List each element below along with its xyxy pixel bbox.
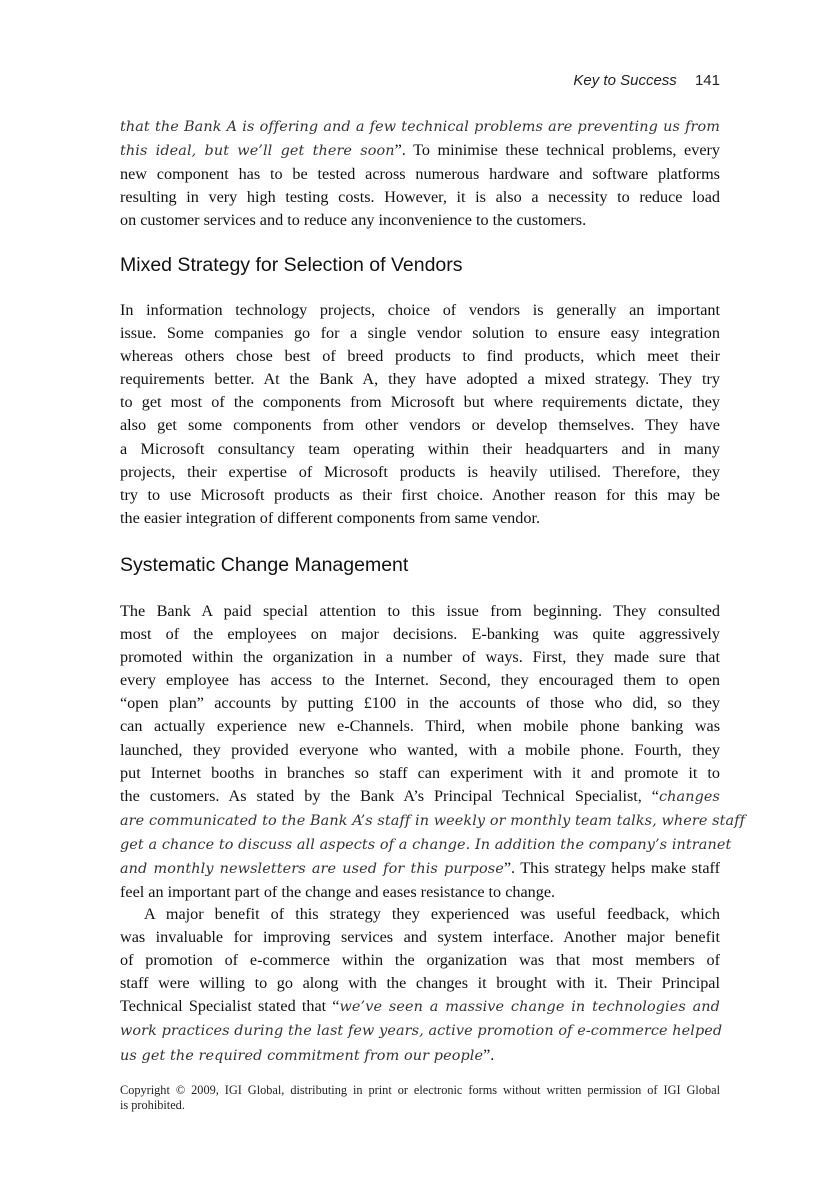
text-line xyxy=(120,1019,723,1043)
body-text-run: ”. To minimise these technical problems, every xyxy=(394,141,720,160)
change-paragraph-2 xyxy=(120,903,723,1068)
body-text-run: launched, they provided everyone who wanted, with a mobile phone. Fourth, they xyxy=(120,740,720,759)
italic-quote-text: that the Bank A is offering and a few technical problems are preventing us from xyxy=(120,119,720,135)
body-text-run: was invaluable for improving services and system interface. Another major benefit xyxy=(120,928,720,947)
text-line: a Microsoft consultancy team operating within their headquarters and in many xyxy=(120,439,720,458)
body-text-run: most of the employees on major decisions. E-banking was quite aggressively xyxy=(120,625,720,644)
text-line: issue. Some companies go for a single vendor solution to ensure easy integration xyxy=(120,324,720,343)
text-line xyxy=(120,1044,720,1068)
text-line xyxy=(120,739,720,762)
text-line: try to use Microsoft products as their first choice. Another reason for this may be xyxy=(120,485,720,504)
text-line xyxy=(120,163,720,186)
running-head-title: Key to Success xyxy=(573,72,677,89)
italic-quote-text: are communicated to the Bank A’s staff in weekly or monthly team talks, where staff xyxy=(120,812,746,829)
text-line: In information technology projects, choice of vendors is generally an important xyxy=(120,301,720,319)
intro-paragraph xyxy=(120,115,720,232)
text-line: whereas others chose best of breed products to find products, which meet their xyxy=(120,347,720,366)
text-line xyxy=(120,995,720,1019)
body-text-run: the customers. As stated by the Bank A’s Principal Technical Specialist, “ xyxy=(120,786,659,805)
text-line xyxy=(120,833,732,857)
italic-quote-text: we’ve seen a massive change in technologies and xyxy=(339,999,720,1016)
text-line xyxy=(120,115,720,139)
text-line xyxy=(120,881,720,904)
body-text-run: ”. This strategy helps make staff xyxy=(503,859,720,878)
body-text-run: can actually experience new e-Channels. Third, when mobile phone banking was xyxy=(120,717,720,736)
text-line xyxy=(120,785,720,809)
italic-quote-text: get a chance to discuss all aspects of a change. In addition the company’s intranet xyxy=(120,836,732,853)
italic-quote-text: and monthly newsletters are used for this purpose xyxy=(120,861,504,878)
copyright-line-2: is prohibited. xyxy=(120,1098,185,1112)
text-line xyxy=(120,669,720,692)
text-line: the easier integration of different components from same vendor. xyxy=(120,508,540,527)
copyright-footer xyxy=(120,1083,720,1113)
text-line xyxy=(120,186,720,209)
body-text-run: A major benefit of this strategy they experienced was useful feedback, which xyxy=(144,905,720,923)
body-text-run: put Internet booths in branches so staff can experiment with it and promote it to xyxy=(120,763,720,782)
body-text-run: feel an important part of the change and eases resistance to change. xyxy=(120,883,556,902)
text-line xyxy=(120,139,720,163)
body-text-run: of promotion of e-commerce within the organization was that most members of xyxy=(120,951,720,970)
body-text-run: promoted within the organization in a number of ways. First, they made sure that xyxy=(120,648,720,667)
text-line xyxy=(120,949,720,972)
copyright-line-1: Copyright © 2009, IGI Global, distributing in print or electronic forms without written permission of IGI Global xyxy=(120,1083,720,1097)
body-text-run: resulting in very high testing costs. However, it is also a necessity to reduce load xyxy=(120,188,720,207)
text-line xyxy=(120,903,720,926)
body-text-run: new component has to be tested across numerous hardware and software platforms xyxy=(120,165,720,184)
body-text-run: every employee has access to the Internet. Second, they encouraged them to open xyxy=(120,671,720,690)
italic-quote-text: this ideal, but we’ll get there soon xyxy=(120,143,395,160)
running-head xyxy=(573,72,720,89)
italic-quote-text: us get the required commitment from our people xyxy=(120,1047,484,1064)
text-line: requirements better. At the Bank A, they have adopted a mixed strategy. They try xyxy=(120,370,720,389)
section-heading-vendors: Mixed Strategy for Selection of Vendors xyxy=(120,254,463,276)
body-text-run: Technical Specialist stated that “ xyxy=(120,997,340,1016)
page-number: 141 xyxy=(694,72,720,89)
text-line xyxy=(120,646,720,669)
body-text-run: The Bank A paid special attention to this issue from beginning. They consulted xyxy=(120,602,720,620)
body-text-run: “open plan” accounts by putting £100 in the accounts of those who did, so they xyxy=(120,694,720,713)
text-line xyxy=(120,972,720,995)
text-line xyxy=(120,762,720,785)
body-text-run: on customer services and to reduce any inconvenience to the customers. xyxy=(120,211,587,230)
text-line xyxy=(120,857,720,881)
text-line xyxy=(120,809,746,833)
italic-quote-text: work practices during the last few years, active promotion of e-commerce helped xyxy=(120,1023,723,1040)
text-line xyxy=(120,692,720,715)
text-line xyxy=(120,600,720,623)
text-line xyxy=(120,623,720,646)
text-line xyxy=(120,926,720,949)
change-paragraph-1 xyxy=(120,600,746,904)
body-text-run: ”. xyxy=(483,1045,495,1064)
body-text-run: staff were willing to go along with the changes it brought with it. Their Principal xyxy=(120,974,720,993)
italic-quote-text: changes xyxy=(659,788,720,805)
text-line: projects, their expertise of Microsoft products is heavily utilised. Therefore, they xyxy=(120,462,720,481)
vendors-paragraph xyxy=(120,299,720,530)
section-heading-change-management: Systematic Change Management xyxy=(120,554,409,576)
text-line xyxy=(120,715,720,738)
text-line: also get some components from other vendors or develop themselves. They have xyxy=(120,416,720,435)
text-line xyxy=(120,209,720,232)
text-line: to get most of the components from Microsoft but where requirements dictate, they xyxy=(120,393,720,412)
